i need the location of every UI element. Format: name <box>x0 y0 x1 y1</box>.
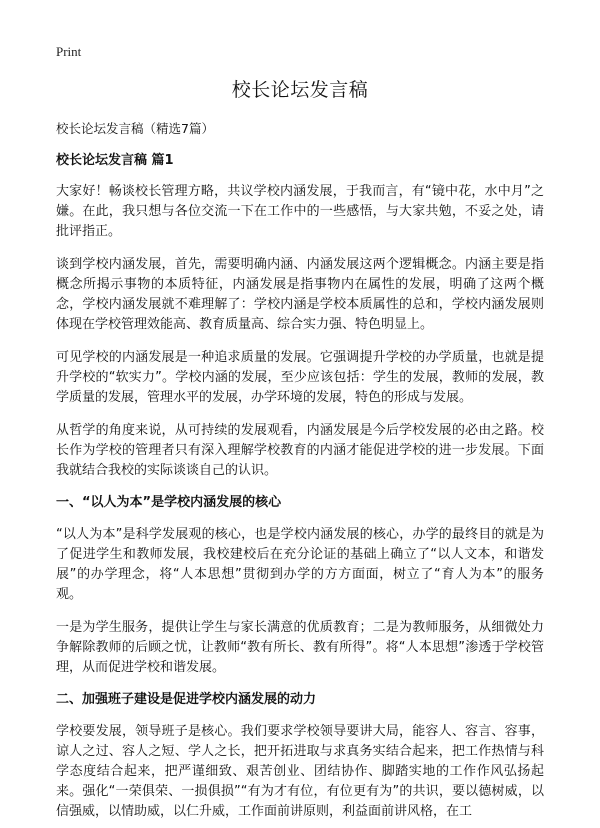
paragraph: “以人为本”是科学发展观的核心，也是学校内涵发展的核心，办学的最终目的就是为了促进学生和教师发展，我校建校后在充分论证的基础上确立了“以人文本，和谐发展”的办学理念，将“人本思想”贯彻到办学的方方面面，树立了“育人为本”的服务观。 <box>56 527 544 602</box>
section-heading: 校长论坛发言稿 篇1 <box>56 153 174 168</box>
sub-heading: 二、加强班子建设是促进学校内涵发展的动力 <box>56 692 317 707</box>
paragraph: 从哲学的角度来说，从可持续的发展观看，内涵发展是今后学校发展的必由之路。校长作为学校的管理者只有深入理解学校教育的内涵才能促进学校的进一步发展。下面我就结合我校的实际谈谈自己的认识。 <box>56 423 544 478</box>
paragraph: 一是为学生服务，提供让学生与家长满意的优质教育；二是为教师服务，从细微处力争解除教师的后顾之忧，让教师“教有所长、教有所得”。将“人本思想”渗透于学校管理，从而促进学校和谐发展。 <box>56 620 544 675</box>
document-subtitle: 校长论坛发言稿（精选7篇） <box>56 121 214 136</box>
document-title: 校长论坛发言稿 <box>231 79 369 101</box>
print-link[interactable]: Print <box>56 44 82 59</box>
sub-heading: 一、“以人为本”是学校内涵发展的核心 <box>56 495 282 510</box>
paragraph: 学校要发展，领导班子是核心。我们要求学校领导要讲大局，能容人、容言、容事，谅人之过、容人之短、学人之长，把开拓进取与求真务实结合起来，把工作热情与科学态度结合起来，把严谨细致、艰苦创业、团结协作、脚踏实地的工作作风弘扬起来。强化“一荣俱荣、一损俱损”“有为才有位，有位更有为”的共识，要以德树威，以信强威，以情助威，以仁升威，工作面前讲原则，利益面前讲风格，在工 <box>56 724 544 819</box>
paragraph: 可见学校的内涵发展是一种追求质量的发展。它强调提升学校的办学质量，也就是提升学校的“软实力”。学校内涵的发展，至少应该包括：学生的发展，教师的发展，教学质量的发展，管理水平的发展，办学环境的发展，特色的形成与发展。 <box>56 350 544 405</box>
paragraph: 谈到学校内涵发展，首先，需要明确内涵、内涵发展这两个逻辑概念。内涵主要是指概念所揭示事物的本质特征，内涵发展是指事物内在属性的发展，明确了这两个概念，学校内涵发展就不难理解了：学校内涵是学校本质属性的总和，学校内涵发展则体现在学校管理效能高、教育质量高、综合实力强、特色明显上。 <box>56 257 544 332</box>
paragraph: 大家好！畅谈校长管理方略，共议学校内涵发展，于我而言，有“镜中花，水中月”之嫌。在此，我只想与各位交流一下在工作中的一些感悟，与大家共勉，不妥之处，请批评指正。 <box>56 184 544 239</box>
